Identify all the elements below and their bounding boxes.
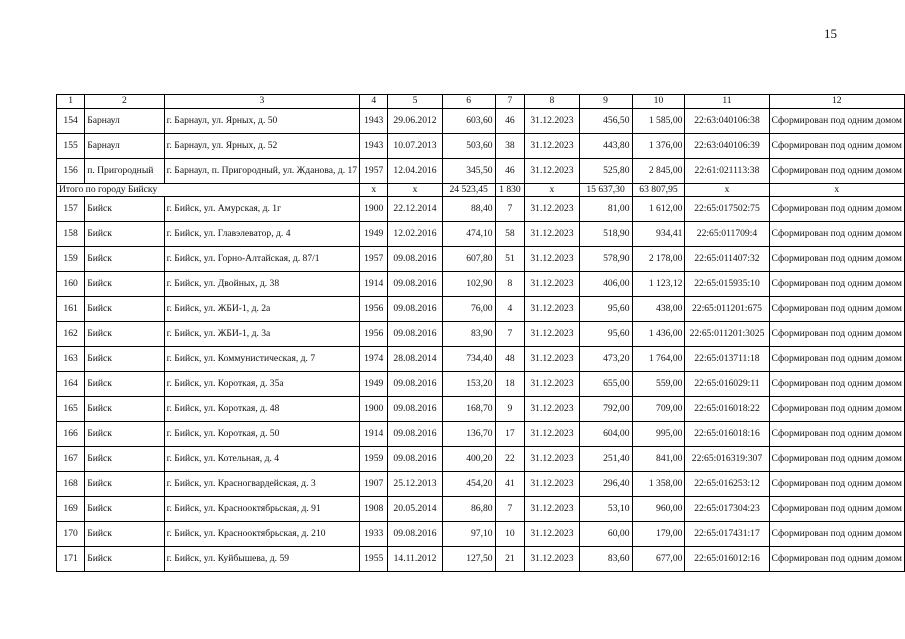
residents-cell: 10: [495, 522, 525, 547]
date-cell: 09.08.2016: [388, 297, 442, 322]
deadline-cell: 31.12.2023: [525, 447, 579, 472]
land-area-cell: 1 376,00: [632, 134, 685, 159]
deadline-cell: 31.12.2023: [525, 134, 579, 159]
settlement-cell: Бийск: [85, 222, 164, 247]
build-year-cell: 1959: [360, 447, 388, 472]
settlement-cell: Бийск: [85, 472, 164, 497]
note-cell: Сформирован под одним домом: [769, 134, 904, 159]
deadline-cell: 31.12.2023: [525, 372, 579, 397]
column-number-header: 2: [85, 95, 164, 109]
city-total-cell: 15 637,30: [579, 184, 632, 197]
cadastral-number-cell: 22:65:016253:12: [685, 472, 769, 497]
note-cell: Сформирован под одним домом: [769, 372, 904, 397]
build-year-cell: 1900: [360, 197, 388, 222]
table-row: [57, 497, 905, 522]
page-number: 15: [824, 26, 837, 41]
settlement-cell: Бийск: [85, 547, 164, 572]
row-number-cell: 162: [57, 322, 85, 347]
table-row: [57, 297, 905, 322]
table-row: [57, 397, 905, 422]
build-year-cell: 1900: [360, 397, 388, 422]
date-cell: 29.06.2012: [388, 109, 442, 134]
address-cell: г. Бийск, ул. Двойных, д. 38: [164, 272, 359, 297]
date-cell: 09.08.2016: [388, 322, 442, 347]
build-year-cell: 1949: [360, 372, 388, 397]
row-number-cell: 160: [57, 272, 85, 297]
settlement-cell: Барнаул: [85, 134, 164, 159]
city-total-cell: 24 523,45: [442, 184, 495, 197]
city-total-cell: x: [525, 184, 579, 197]
column-number-header: 7: [495, 95, 525, 109]
build-year-cell: 1933: [360, 522, 388, 547]
area-cell: 97,10: [442, 522, 495, 547]
column-number-header: 5: [388, 95, 442, 109]
cadastral-number-cell: 22:65:017502:75: [685, 197, 769, 222]
area-cell: 102,90: [442, 272, 495, 297]
settlement-cell: п. Пригородный: [85, 159, 164, 184]
residents-cell: 7: [495, 497, 525, 522]
build-year-cell: 1974: [360, 347, 388, 372]
row-number-cell: 170: [57, 522, 85, 547]
area-cell: 83,90: [442, 322, 495, 347]
settlement-cell: Барнаул: [85, 109, 164, 134]
area-2-cell: 578,90: [579, 247, 632, 272]
table-row: [57, 547, 905, 572]
table-row: [57, 197, 905, 222]
area-2-cell: 83,60: [579, 547, 632, 572]
column-number-header: 12: [769, 95, 904, 109]
note-cell: Сформирован под одним домом: [769, 297, 904, 322]
area-cell: 127,50: [442, 547, 495, 572]
build-year-cell: 1914: [360, 422, 388, 447]
address-cell: г. Бийск, ул. Горно-Алтайская, д. 87/1: [164, 247, 359, 272]
settlement-cell: Бийск: [85, 372, 164, 397]
cadastral-number-cell: 22:65:013711:18: [685, 347, 769, 372]
settlement-cell: Бийск: [85, 297, 164, 322]
residents-cell: 7: [495, 322, 525, 347]
column-number-header: 3: [164, 95, 359, 109]
note-cell: Сформирован под одним домом: [769, 522, 904, 547]
column-number-row: [57, 95, 905, 109]
land-area-cell: 1 585,00: [632, 109, 685, 134]
address-cell: г. Бийск, ул. Коммунистическая, д. 7: [164, 347, 359, 372]
area-2-cell: 95,60: [579, 322, 632, 347]
row-number-cell: 154: [57, 109, 85, 134]
cadastral-number-cell: 22:65:015935:10: [685, 272, 769, 297]
residents-cell: 46: [495, 159, 525, 184]
area-2-cell: 406,00: [579, 272, 632, 297]
residents-cell: 51: [495, 247, 525, 272]
land-area-cell: 2 845,00: [632, 159, 685, 184]
build-year-cell: 1956: [360, 322, 388, 347]
cadastral-number-cell: 22:65:016319:307: [685, 447, 769, 472]
note-cell: Сформирован под одним домом: [769, 447, 904, 472]
settlement-cell: Бийск: [85, 522, 164, 547]
note-cell: Сформирован под одним домом: [769, 109, 904, 134]
area-2-cell: 456,50: [579, 109, 632, 134]
column-number-header: 10: [632, 95, 685, 109]
area-cell: 474,10: [442, 222, 495, 247]
table-row: [57, 109, 905, 134]
address-cell: г. Бийск, ул. Куйбышева, д. 59: [164, 547, 359, 572]
area-cell: 603,60: [442, 109, 495, 134]
land-area-cell: 1 123,12: [632, 272, 685, 297]
address-cell: г. Бийск, ул. Красногвардейская, д. 3: [164, 472, 359, 497]
address-cell: г. Барнаул, ул. Ярных, д. 52: [164, 134, 359, 159]
cadastral-number-cell: 22:65:016018:22: [685, 397, 769, 422]
address-cell: г. Бийск, ул. Амурская, д. 1г: [164, 197, 359, 222]
settlement-cell: Бийск: [85, 322, 164, 347]
cadastral-number-cell: 22:63:040106:38: [685, 109, 769, 134]
city-total-label: Итого по городу Бийску: [57, 184, 360, 197]
note-cell: Сформирован под одним домом: [769, 222, 904, 247]
table-row: [57, 422, 905, 447]
settlement-cell: Бийск: [85, 197, 164, 222]
land-area-cell: 1 612,00: [632, 197, 685, 222]
build-year-cell: 1907: [360, 472, 388, 497]
build-year-cell: 1908: [360, 497, 388, 522]
settlement-cell: Бийск: [85, 497, 164, 522]
settlement-cell: Бийск: [85, 447, 164, 472]
registry-table: [56, 94, 905, 572]
build-year-cell: 1957: [360, 159, 388, 184]
column-number-header: 6: [442, 95, 495, 109]
cadastral-number-cell: 22:61:021113:38: [685, 159, 769, 184]
row-number-cell: 169: [57, 497, 85, 522]
area-2-cell: 443,80: [579, 134, 632, 159]
land-area-cell: 841,00: [632, 447, 685, 472]
note-cell: Сформирован под одним домом: [769, 272, 904, 297]
build-year-cell: 1956: [360, 297, 388, 322]
deadline-cell: 31.12.2023: [525, 222, 579, 247]
area-cell: 607,80: [442, 247, 495, 272]
cadastral-number-cell: 22:65:016018:16: [685, 422, 769, 447]
note-cell: Сформирован под одним домом: [769, 547, 904, 572]
residents-cell: 7: [495, 197, 525, 222]
deadline-cell: 31.12.2023: [525, 522, 579, 547]
city-total-cell: x: [769, 184, 904, 197]
date-cell: 14.11.2012: [388, 547, 442, 572]
land-area-cell: 960,00: [632, 497, 685, 522]
table-row: [57, 222, 905, 247]
address-cell: г. Бийск, ул. Короткая, д. 35а: [164, 372, 359, 397]
date-cell: 09.08.2016: [388, 522, 442, 547]
address-cell: г. Бийск, ул. Котельная, д. 4: [164, 447, 359, 472]
row-number-cell: 168: [57, 472, 85, 497]
build-year-cell: 1955: [360, 547, 388, 572]
area-2-cell: 655,00: [579, 372, 632, 397]
residents-cell: 48: [495, 347, 525, 372]
cadastral-number-cell: 22:65:016029:11: [685, 372, 769, 397]
column-number-header: 11: [685, 95, 769, 109]
build-year-cell: 1914: [360, 272, 388, 297]
area-cell: 153,20: [442, 372, 495, 397]
deadline-cell: 31.12.2023: [525, 109, 579, 134]
area-cell: 503,60: [442, 134, 495, 159]
residents-cell: 21: [495, 547, 525, 572]
land-area-cell: 934,41: [632, 222, 685, 247]
table-row: [57, 272, 905, 297]
note-cell: Сформирован под одним домом: [769, 497, 904, 522]
land-area-cell: 709,00: [632, 397, 685, 422]
area-2-cell: 525,80: [579, 159, 632, 184]
row-number-cell: 155: [57, 134, 85, 159]
land-area-cell: 1 436,00: [632, 322, 685, 347]
area-cell: 454,20: [442, 472, 495, 497]
deadline-cell: 31.12.2023: [525, 547, 579, 572]
land-area-cell: 559,00: [632, 372, 685, 397]
table-row: [57, 347, 905, 372]
row-number-cell: 165: [57, 397, 85, 422]
area-2-cell: 296,40: [579, 472, 632, 497]
row-number-cell: 157: [57, 197, 85, 222]
deadline-cell: 31.12.2023: [525, 272, 579, 297]
address-cell: г. Бийск, ул. ЖБИ-1, д. 3а: [164, 322, 359, 347]
date-cell: 25.12.2013: [388, 472, 442, 497]
row-number-cell: 163: [57, 347, 85, 372]
date-cell: 20.05.2014: [388, 497, 442, 522]
residents-cell: 17: [495, 422, 525, 447]
city-total-cell: 1 830: [495, 184, 525, 197]
residents-cell: 46: [495, 109, 525, 134]
table-row: [57, 134, 905, 159]
area-cell: 400,20: [442, 447, 495, 472]
settlement-cell: Бийск: [85, 272, 164, 297]
land-area-cell: 438,00: [632, 297, 685, 322]
date-cell: 09.08.2016: [388, 422, 442, 447]
deadline-cell: 31.12.2023: [525, 247, 579, 272]
settlement-cell: Бийск: [85, 247, 164, 272]
row-number-cell: 171: [57, 547, 85, 572]
deadline-cell: 31.12.2023: [525, 397, 579, 422]
row-number-cell: 167: [57, 447, 85, 472]
date-cell: 22.12.2014: [388, 197, 442, 222]
deadline-cell: 31.12.2023: [525, 347, 579, 372]
date-cell: 12.02.2016: [388, 222, 442, 247]
area-2-cell: 251,40: [579, 447, 632, 472]
date-cell: 09.08.2016: [388, 372, 442, 397]
area-2-cell: 604,00: [579, 422, 632, 447]
land-area-cell: 2 178,00: [632, 247, 685, 272]
residents-cell: 38: [495, 134, 525, 159]
date-cell: 10.07.2013: [388, 134, 442, 159]
note-cell: Сформирован под одним домом: [769, 322, 904, 347]
residents-cell: 9: [495, 397, 525, 422]
area-cell: 86,80: [442, 497, 495, 522]
cadastral-number-cell: 22:65:016012:16: [685, 547, 769, 572]
table-row: [57, 447, 905, 472]
deadline-cell: 31.12.2023: [525, 159, 579, 184]
area-cell: 168,70: [442, 397, 495, 422]
land-area-cell: 1 358,00: [632, 472, 685, 497]
area-2-cell: 518,90: [579, 222, 632, 247]
date-cell: 09.08.2016: [388, 447, 442, 472]
settlement-cell: Бийск: [85, 397, 164, 422]
build-year-cell: 1957: [360, 247, 388, 272]
cadastral-number-cell: 22:65:017304:23: [685, 497, 769, 522]
row-number-cell: 159: [57, 247, 85, 272]
column-number-header: 8: [525, 95, 579, 109]
area-cell: 136,70: [442, 422, 495, 447]
table-row: [57, 247, 905, 272]
date-cell: 12.04.2016: [388, 159, 442, 184]
area-2-cell: 792,00: [579, 397, 632, 422]
address-cell: г. Бийск, ул. Короткая, д. 48: [164, 397, 359, 422]
residents-cell: 18: [495, 372, 525, 397]
column-number-header: 1: [57, 95, 85, 109]
area-2-cell: 473,20: [579, 347, 632, 372]
area-2-cell: 53,10: [579, 497, 632, 522]
deadline-cell: 31.12.2023: [525, 472, 579, 497]
address-cell: г. Барнаул, п. Пригородный, ул. Жданова, д. 17: [164, 159, 359, 184]
row-number-cell: 166: [57, 422, 85, 447]
area-cell: 734,40: [442, 347, 495, 372]
date-cell: 09.08.2016: [388, 272, 442, 297]
table-row: [57, 522, 905, 547]
cadastral-number-cell: 22:65:011407:32: [685, 247, 769, 272]
city-total-cell: x: [360, 184, 388, 197]
row-number-cell: 161: [57, 297, 85, 322]
address-cell: г. Бийск, ул. Короткая, д. 50: [164, 422, 359, 447]
area-cell: 345,50: [442, 159, 495, 184]
address-cell: г. Бийск, ул. Краснооктябрьская, д. 91: [164, 497, 359, 522]
settlement-cell: Бийск: [85, 347, 164, 372]
table-row: [57, 472, 905, 497]
column-number-header: 4: [360, 95, 388, 109]
note-cell: Сформирован под одним домом: [769, 472, 904, 497]
deadline-cell: 31.12.2023: [525, 197, 579, 222]
table-row: [57, 322, 905, 347]
residents-cell: 58: [495, 222, 525, 247]
table-row: [57, 159, 905, 184]
address-cell: г. Бийск, ул. ЖБИ-1, д. 2а: [164, 297, 359, 322]
residents-cell: 4: [495, 297, 525, 322]
area-2-cell: 81,00: [579, 197, 632, 222]
note-cell: Сформирован под одним домом: [769, 422, 904, 447]
city-total-row: [57, 184, 905, 197]
note-cell: Сформирован под одним домом: [769, 397, 904, 422]
residents-cell: 41: [495, 472, 525, 497]
settlement-cell: Бийск: [85, 422, 164, 447]
cadastral-number-cell: 22:65:017431:17: [685, 522, 769, 547]
cadastral-number-cell: 22:65:011709:4: [685, 222, 769, 247]
note-cell: Сформирован под одним домом: [769, 159, 904, 184]
residents-cell: 22: [495, 447, 525, 472]
column-number-header: 9: [579, 95, 632, 109]
note-cell: Сформирован под одним домом: [769, 247, 904, 272]
row-number-cell: 164: [57, 372, 85, 397]
city-total-cell: x: [388, 184, 442, 197]
address-cell: г. Барнаул, ул. Ярных, д. 50: [164, 109, 359, 134]
row-number-cell: 156: [57, 159, 85, 184]
build-year-cell: 1949: [360, 222, 388, 247]
land-area-cell: 179,00: [632, 522, 685, 547]
note-cell: Сформирован под одним домом: [769, 347, 904, 372]
area-2-cell: 60,00: [579, 522, 632, 547]
deadline-cell: 31.12.2023: [525, 297, 579, 322]
deadline-cell: 31.12.2023: [525, 422, 579, 447]
build-year-cell: 1943: [360, 134, 388, 159]
row-number-cell: 158: [57, 222, 85, 247]
note-cell: Сформирован под одним домом: [769, 197, 904, 222]
area-2-cell: 95,60: [579, 297, 632, 322]
address-cell: г. Бийск, ул. Краснооктябрьская, д. 210: [164, 522, 359, 547]
city-total-cell: x: [685, 184, 769, 197]
deadline-cell: 31.12.2023: [525, 322, 579, 347]
land-area-cell: 677,00: [632, 547, 685, 572]
residents-cell: 8: [495, 272, 525, 297]
cadastral-number-cell: 22:63:040106:39: [685, 134, 769, 159]
area-cell: 76,00: [442, 297, 495, 322]
date-cell: 09.08.2016: [388, 397, 442, 422]
cadastral-number-cell: 22:65:011201:3025: [685, 322, 769, 347]
address-cell: г. Бийск, ул. Главэлеватор, д. 4: [164, 222, 359, 247]
table-body: [57, 95, 905, 572]
land-area-cell: 1 764,00: [632, 347, 685, 372]
cadastral-number-cell: 22:65:011201:675: [685, 297, 769, 322]
area-cell: 88,40: [442, 197, 495, 222]
build-year-cell: 1943: [360, 109, 388, 134]
date-cell: 09.08.2016: [388, 247, 442, 272]
deadline-cell: 31.12.2023: [525, 497, 579, 522]
table-row: [57, 372, 905, 397]
city-total-cell: 63 807,95: [632, 184, 685, 197]
date-cell: 28.08.2014: [388, 347, 442, 372]
land-area-cell: 995,00: [632, 422, 685, 447]
